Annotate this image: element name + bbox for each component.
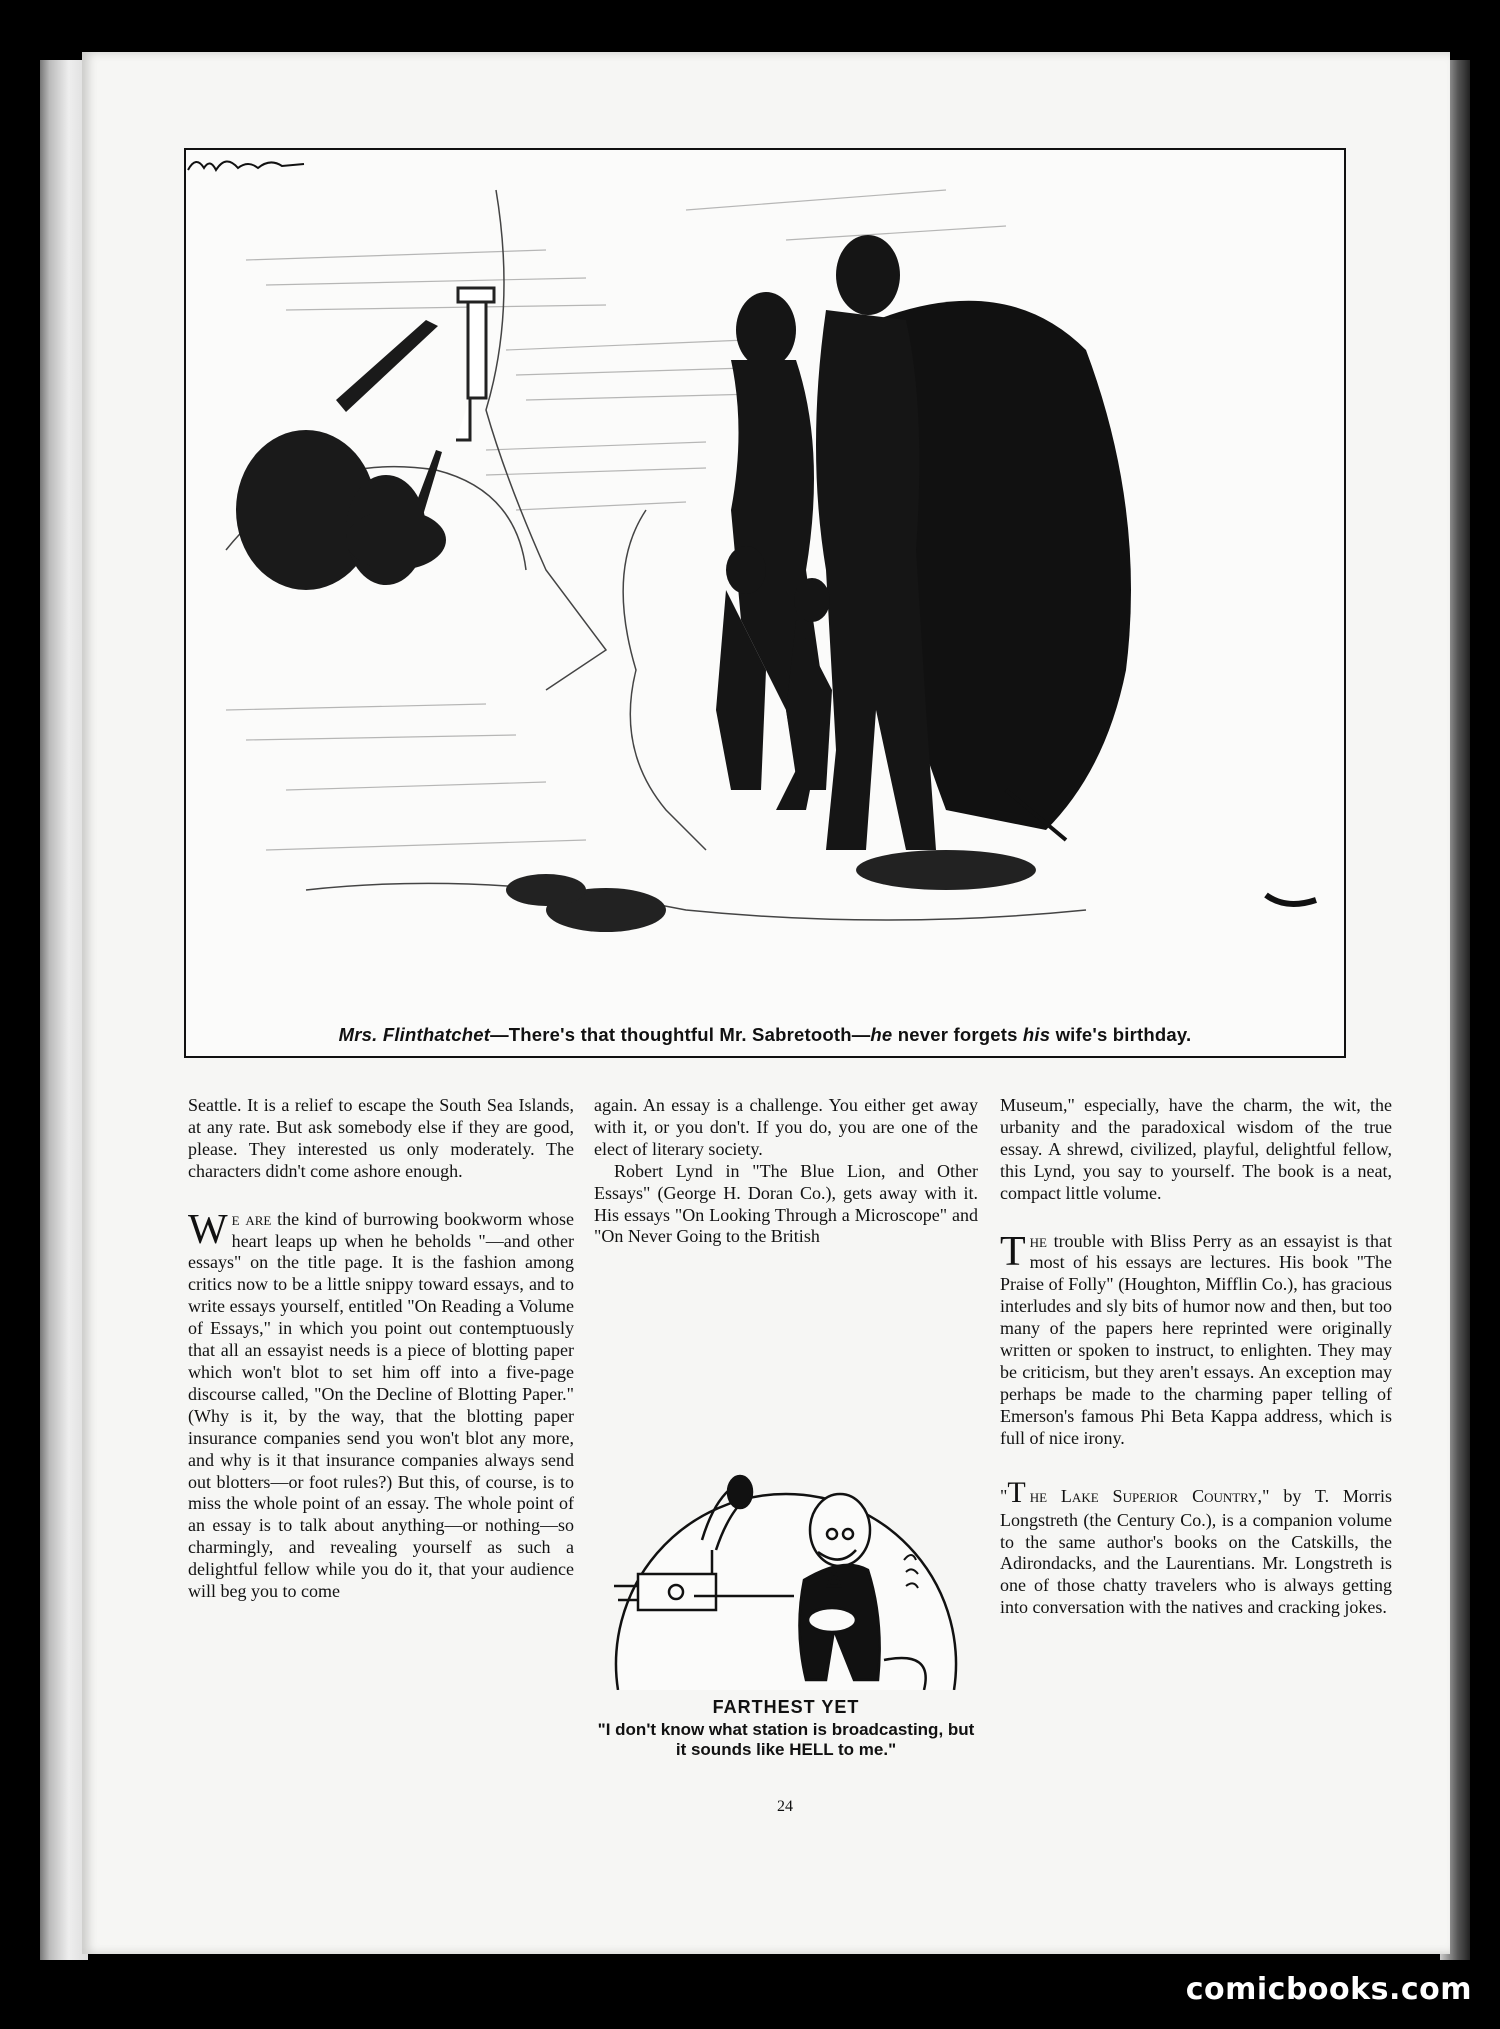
text-column-2	[594, 1095, 978, 1248]
col1-paragraph-2-text: the kind of burrowing bookworm whose heart leaps up when he beholds "—and other essays" on the title page. It is the fashion among critics now to be a little snippy toward essays, and to write essays yourself, entitled "On Reading a Volume of Essays," in which you point out contemptuously that all an essayist needs is a piece of blotting paper which won't blot to set him off into a five-page discourse called, "On the Decline of Blotting Paper." (Why is it, by the way, that the blotting paper insurance companies send you won't blot any more, and why is it that insurance companies always send out blotters—or foot rules?) But this, of course, is to miss the whole point of an essay. The whole point of an essay is to talk about anything—or nothing—so charmingly, and revealing yourself as such a delightful fellow while you do it, that your audience will beg you to come	[188, 1208, 574, 1602]
watermark: comicbooks.com	[1185, 1972, 1472, 2007]
col2-paragraph-2: Robert Lynd in "The Blue Lion, and Other Essays" (George H. Doran Co.), gets away with it. His essays "On Looking Through a Microscope" and "On Never Going to the British	[594, 1160, 978, 1247]
caveman-drawing	[186, 150, 1344, 1056]
col3-open-quote: "	[1000, 1485, 1008, 1506]
caption-he: he	[870, 1024, 893, 1045]
col3-paragraph-3-text: " by T. Morris Longstreth (the Century Co.), is a companion volume to the same author's books on the Catskills, the Adirondacks, and the Laurentians. Mr. Longstreth is one of those chatty travelers who is always getting into conversation with the natives and cracking jokes.	[1000, 1485, 1392, 1618]
col1-smallcaps: e are	[231, 1208, 272, 1229]
caption-part2: never forgets	[892, 1024, 1023, 1045]
cartoon-quote: "I don't know what station is broadcasting, but it sounds like HELL to me."	[597, 1720, 975, 1759]
caption-speaker: Mrs. Flinthatchet	[338, 1024, 491, 1045]
artist-signature	[186, 150, 306, 180]
drop-cap-t-2: T	[1007, 1475, 1026, 1509]
main-illustration	[184, 148, 1346, 1058]
col1-paragraph-1: Seattle. It is a relief to escape the South Sea Islands, at any rate. But ask somebody else if they are good, please. They interested us only moderately. The characters didn't come ashore enough.	[188, 1095, 574, 1181]
text-column-3	[1000, 1095, 1392, 1619]
text-column-1	[188, 1095, 574, 1603]
col3-smallcaps-2: he Lake Superior Country,	[1029, 1485, 1263, 1506]
illustration-caption	[186, 1024, 1344, 1046]
col3-paragraph-3	[1000, 1476, 1392, 1620]
caption-his: his	[1022, 1024, 1051, 1045]
col2-paragraph-1: again. An essay is a challenge. You either get away with it, or you don't. If you do, you are one of the elect of literary society.	[594, 1095, 978, 1159]
col3-smallcaps-1: he	[1029, 1230, 1047, 1251]
caption-part3: wife's birthday.	[1050, 1024, 1192, 1045]
caption-part1: —There's that thoughtful Mr. Sabretooth—	[490, 1024, 871, 1045]
page-number: 24	[777, 1798, 793, 1815]
col1-paragraph-2	[188, 1206, 574, 1603]
cartoon-title: FARTHEST YET	[712, 1697, 860, 1717]
col3-paragraph-2	[1000, 1228, 1392, 1450]
radio-cartoon	[594, 1390, 978, 1690]
radio-listener-drawing	[594, 1390, 978, 1690]
book-binding-left	[40, 60, 88, 1960]
drop-cap-t: T	[1000, 1228, 1026, 1275]
col3-paragraph-2-text: trouble with Bliss Perry as an essayist is that most of his essays are lectures. His book "The Praise of Folly" (Houghton, Mifflin Co.), has gracious interludes and sly bits of humor now and then, but too many of the papers here reprinted were originally written or spoken to instruct, to enlighten. They may be criticism, but they aren't essays. An exception may perhaps be made to the charming paper telling of Emerson's famous Phi Beta Kappa address, which is full of nice irony.	[1000, 1230, 1392, 1448]
col3-paragraph-1: Museum," especially, have the charm, the wit, the urbanity and the paradoxical wisdom of the true essay. A shrewd, civilized, playful, delightful fellow, this Lynd, you say to yourself. The book is a neat, compact little volume.	[1000, 1095, 1392, 1203]
drop-cap-w: W	[188, 1206, 228, 1253]
